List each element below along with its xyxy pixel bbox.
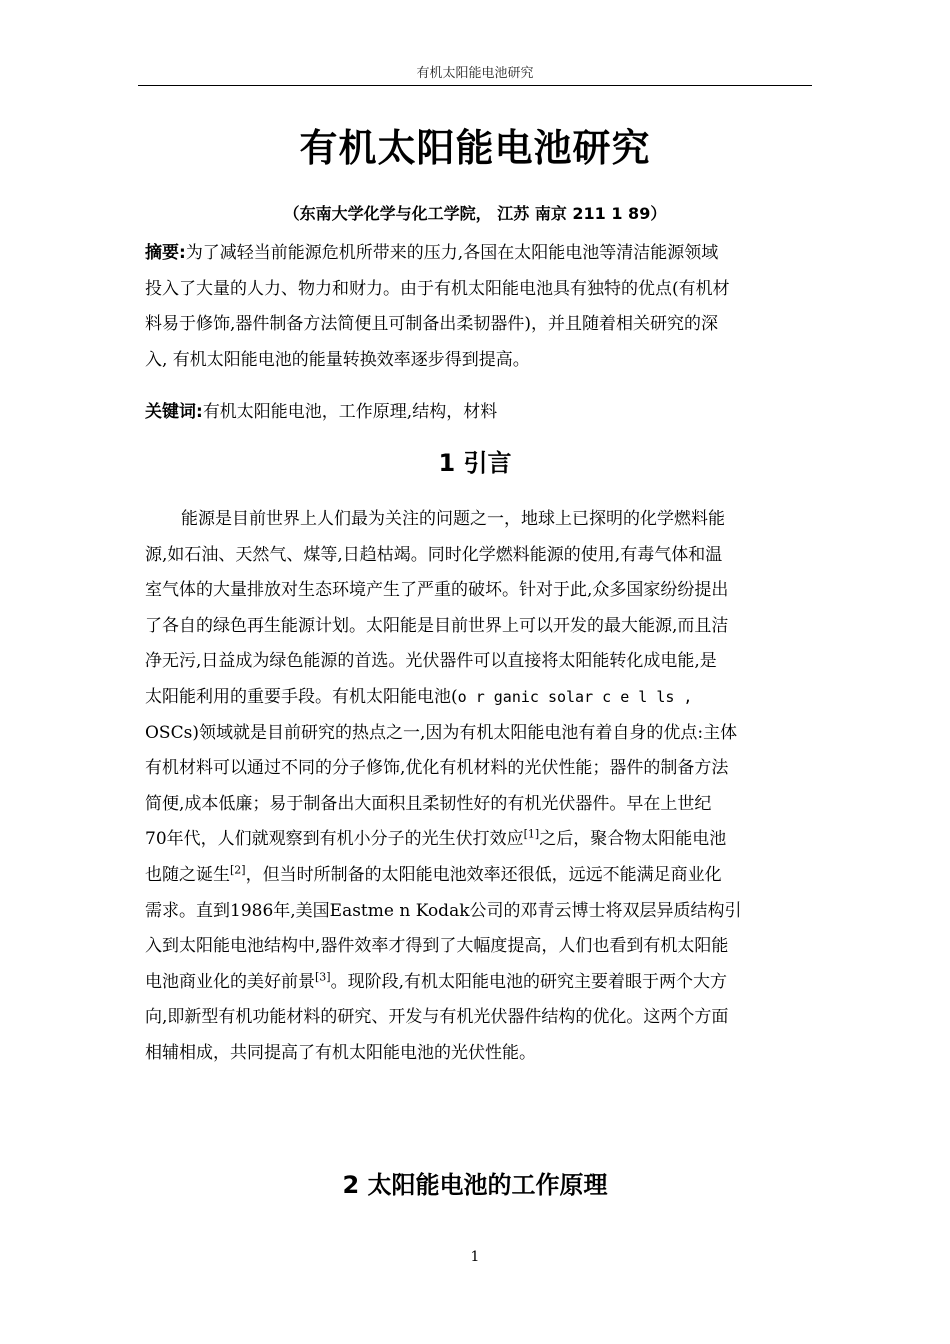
abstract-line: 料易于修饰,器件制备方法简便且可制备出柔韧器件)，并且随着相关研究的深 <box>145 314 719 334</box>
abstract-label: 摘要: <box>145 243 186 263</box>
body-line-text: 太阳能利用的重要手段。有机太阳能电池( <box>145 686 458 707</box>
body-line: 简便,成本低廉；易于制备出大面积且柔韧性好的有机光伏器件。早在上世纪 <box>145 793 712 814</box>
body-line: 了各自的绿色再生能源计划。太阳能是目前世界上可以开发的最大能源,而且洁 <box>145 615 729 636</box>
abstract-line: 投入了大量的人力、物力和财力。由于有机太阳能电池具有独特的优点(有机材 <box>145 278 730 299</box>
body-line-text: 电池商业化的美好前景 <box>145 971 315 992</box>
body-line: 能源是目前世界上人们最为关注的问题之一，地球上已探明的化学燃料能 <box>181 509 725 529</box>
abstract <box>145 236 810 378</box>
body-line <box>145 858 810 894</box>
body-line-text: 。现阶段,有机太阳能电池的研究主要着眼于两个大方 <box>330 971 727 992</box>
section-heading-principle: 2 太阳能电池的工作原理 <box>342 1171 608 1199</box>
running-header: 有机太阳能电池研究 <box>416 66 534 81</box>
intro-body <box>145 502 810 1072</box>
english-term: o r ganic solar c e l ls , <box>457 687 693 706</box>
body-line <box>145 822 810 858</box>
body-line: OSCs)领域就是目前研究的热点之一,因为有机太阳能电池有着自身的优点:主体 <box>145 722 738 743</box>
body-line-text: ，但当时所制备的太阳能电池效率还很低，远远不能满足商业化 <box>245 864 722 885</box>
body-line: 相辅相成，共同提高了有机太阳能电池的光伏性能。 <box>145 1042 536 1063</box>
body-line: 需求。直到1986年,美国Eastme n Kodak公司的邓青云博士将双层异质结构引 <box>145 900 742 921</box>
abstract-line: 入, 有机太阳能电池的能量转换效率逐步得到提高。 <box>145 349 530 370</box>
keywords <box>145 396 810 428</box>
section-heading-intro: 1 引言 <box>438 449 512 477</box>
body-line <box>145 965 810 1001</box>
abstract-line: 为了减轻当前能源危机所带来的压力,各国在太阳能电池等清洁能源领域 <box>185 243 719 263</box>
keywords-text: 有机太阳能电池，工作原理,结构，材料 <box>202 402 498 422</box>
affiliation: （东南大学化学与化工学院， 江苏 南京 211 1 89） <box>283 204 667 223</box>
body-line-text: 之后，聚合物太阳能电池 <box>539 829 727 850</box>
body-line: 净无污,日益成为绿色能源的首选。光伏器件可以直接将太阳能转化成电能,是 <box>145 651 717 672</box>
header-rule <box>138 85 812 86</box>
citation-ref[interactable]: [2] <box>230 863 246 877</box>
body-line: 有机材料可以通过不同的分子修饰,优化有机材料的光伏性能；器件的制备方法 <box>145 758 729 779</box>
keywords-label: 关键词: <box>145 402 203 422</box>
body-line: 向,即新型有机功能材料的研究、开发与有机光伏器件结构的优化。这两个方面 <box>145 1007 729 1028</box>
body-line <box>145 680 810 716</box>
body-line: 入到太阳能电池结构中,器件效率才得到了大幅度提高，人们也看到有机太阳能 <box>145 936 729 957</box>
body-line: 源,如石油、天然气、煤等,日趋枯竭。同时化学燃料能源的使用,有毒气体和温 <box>145 544 723 565</box>
body-line-text: 也随之诞生 <box>145 864 230 885</box>
body-line-text: 70年代，人们就观察到有机小分子的光生伏打效应 <box>145 829 524 850</box>
citation-ref[interactable]: [3] <box>315 970 331 984</box>
citation-ref[interactable]: [1] <box>523 827 540 841</box>
page-number: 1 <box>470 1249 480 1265</box>
paper-title: 有机太阳能电池研究 <box>299 126 651 170</box>
body-line: 室气体的大量排放对生态环境产生了严重的破坏。针对于此,众多国家纷纷提出 <box>145 580 729 601</box>
